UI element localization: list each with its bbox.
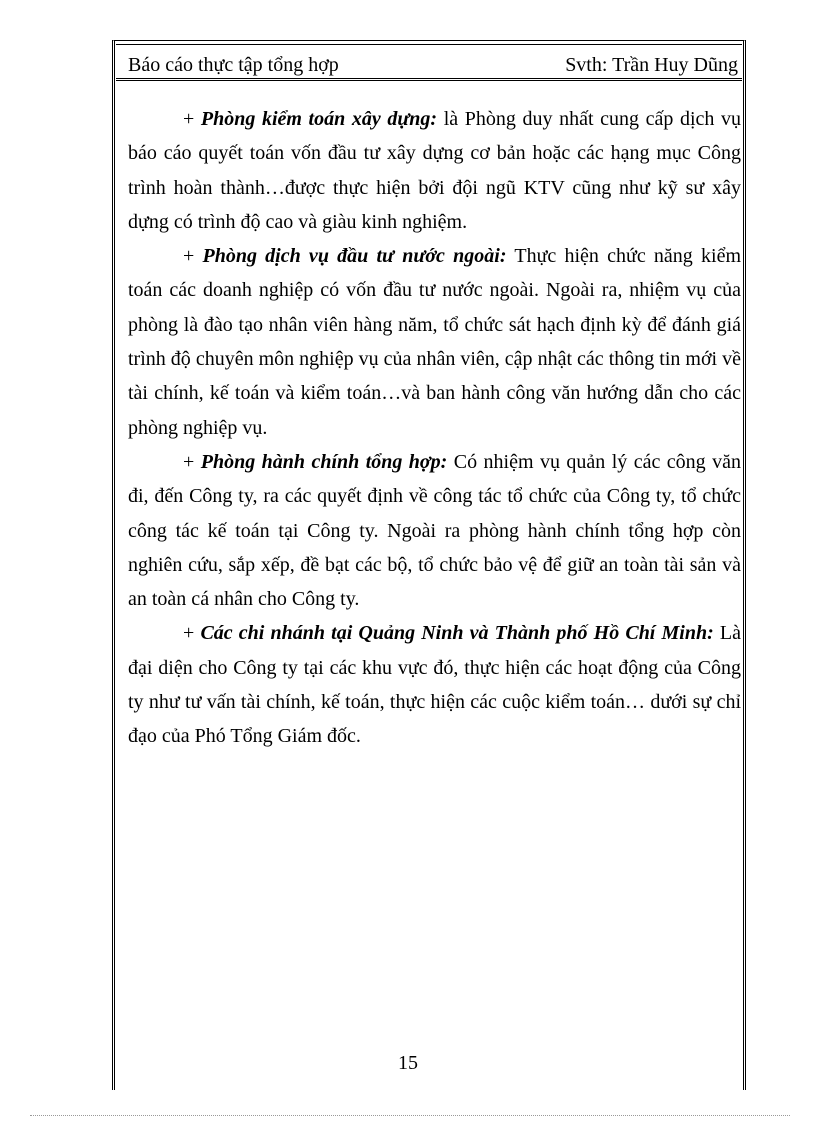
paragraph-title: Phòng dịch vụ đầu tư nước ngoài: xyxy=(202,245,507,268)
bullet-marker: + xyxy=(183,450,195,473)
page-number: 15 xyxy=(398,1052,418,1074)
header-student-name: Svth: Trần Huy Dũng xyxy=(565,54,738,76)
paragraph-title: Phòng kiểm toán xây dựng: xyxy=(200,108,438,130)
paragraph-branches xyxy=(128,616,741,753)
bullet-marker: + xyxy=(183,245,195,268)
paragraph-text: là Phòng duy nhất cung cấp dịch vụ báo cáo quyết toán vốn đầu tư xây dựng cơ bản hoặc các hạng mục Công trình hoàn thành…được thực hiện bởi đội ngũ KTV cũng như kỹ sư xây dựng có trình độ cao và giàu kinh nghiệm. xyxy=(128,108,741,233)
paragraph-foreign-investment xyxy=(128,239,741,445)
bullet-marker: + xyxy=(183,622,195,645)
paragraph-construction-audit xyxy=(128,102,741,239)
paragraph-general-administration xyxy=(128,445,741,616)
document-body xyxy=(128,102,741,754)
page-frame-inner-line xyxy=(116,44,742,45)
page-bottom-dotted-line xyxy=(30,1115,790,1116)
header-divider xyxy=(116,78,742,81)
paragraph-text: Có nhiệm vụ quản lý các công văn đi, đến Công ty, ra các quyết định về công tác tổ chức của Công ty, tổ chức công tác kế toán tại Công ty. Ngoài ra phòng hành chính tổng hợp còn nghiên cứu, sắp xếp, đề bạt các bộ, tổ chức bảo vệ để giữ an toàn tài sản và an toàn cá nhân cho Công ty. xyxy=(128,450,741,611)
paragraph-text: Là đại diện cho Công ty tại các khu vực đó, thực hiện các hoạt động của Công ty như tư vấn tài chính, kế toán, thực hiện các cuộc kiểm toán… dưới sự chỉ đạo của Phó Tổng Giám đốc. xyxy=(128,622,742,748)
header-report-title: Báo cáo thực tập tổng hợp xyxy=(128,54,339,76)
bullet-marker: + xyxy=(183,108,195,130)
paragraph-title: Phòng hành chính tổng hợp: xyxy=(200,450,448,473)
paragraph-title: Các chi nhánh tại Quảng Ninh và Thành phố Hồ Chí Minh: xyxy=(200,622,714,645)
paragraph-text: Thực hiện chức năng kiểm toán các doanh nghiệp có vốn đầu tư nước ngoài. Ngoài ra, nhiệm vụ của phòng là đào tạo nhân viên hàng năm, tổ chức sát hạch định kỳ để đánh giá trình độ chuyên môn nghiệp vụ của nhân viên, cập nhật các thông tin mới về tài chính, kế toán và kiểm toán…và ban hành công văn hướng dẫn cho các phòng nghiệp vụ. xyxy=(128,245,742,439)
